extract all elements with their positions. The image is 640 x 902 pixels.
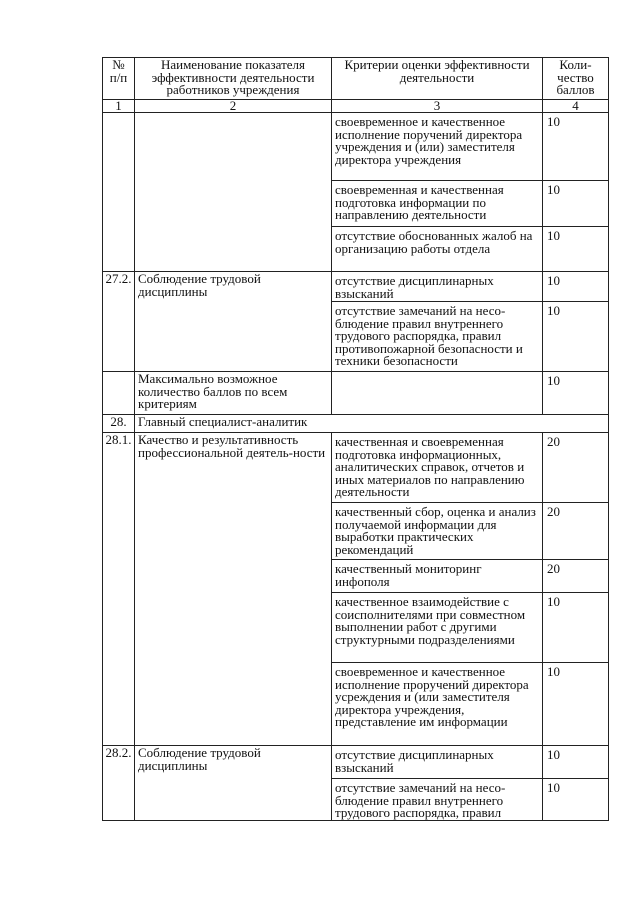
column-number: 2 [135,100,332,113]
criterion-cell: своевременное и качественное исполнение проручений директора усреждения и (или заместителя директора учреждения, представление им информации [332,663,543,746]
criterion-cell: качественный сбор, оценка и анализ получаемой информации для выработки практических рекомендаций [332,503,543,560]
header-criteria: Критерии оценки эффективности деятельности [332,58,543,100]
row-number-cell: 28.1. [103,433,135,746]
points-cell: 10 [543,181,609,227]
points-cell: 10 [543,272,609,302]
criterion-cell: отсутствие замечаний на несо-блюдение правил внутреннего трудового распорядка, правил [332,779,543,821]
criterion-cell [332,372,543,415]
points-cell: 10 [543,593,609,663]
section-title: Главный специалист-аналитик [135,415,609,433]
table-row [103,372,609,415]
points-cell: 10 [543,746,609,779]
document-page [102,57,608,821]
points-cell: 20 [543,560,609,593]
points-cell: 10 [543,372,609,415]
indicator-cell: Соблюдение трудовой дисциплины [135,746,332,821]
points-cell: 10 [543,663,609,746]
criterion-cell: отсутствие дисциплинарных взысканий [332,746,543,779]
efficiency-criteria-table [102,57,609,821]
criterion-cell: отсутствие дисциплинарных взысканий [332,272,543,302]
row-number-cell: 28.2. [103,746,135,821]
row-number-cell: 28. [103,415,135,433]
column-numbers-row [103,100,609,113]
table-row [103,113,609,181]
criterion-cell: своевременное и качественное исполнение поручений директора учреждения и (или) заместителя директора учреждения [332,113,543,181]
criterion-cell: качественный мониторинг инфополя [332,560,543,593]
header-points: Коли-чество баллов [543,58,609,100]
column-number: 4 [543,100,609,113]
table-row [103,746,609,779]
points-cell: 20 [543,503,609,560]
table-row [103,272,609,302]
criterion-cell: отсутствие обоснованных жалоб на организацию работы отдела [332,227,543,272]
column-number: 1 [103,100,135,113]
row-number-cell [103,113,135,272]
indicator-cell: Качество и результативность профессиональной деятель-ности [135,433,332,746]
header-number: № п/п [103,58,135,100]
column-number: 3 [332,100,543,113]
row-number-cell: 27.2. [103,272,135,372]
criterion-cell: своевременная и качественная подготовка информации по направлению деятельности [332,181,543,227]
header-indicator-name: Наименование показателя эффективности деятельности работников учреждения [135,58,332,100]
indicator-cell [135,113,332,272]
points-cell: 20 [543,433,609,503]
header-row [103,58,609,100]
criterion-cell: качественное взаимодействие с соисполнителями при совместном выполнении работ с другими структурными подразделениями [332,593,543,663]
points-cell: 10 [543,302,609,372]
indicator-cell: Соблюдение трудовой дисциплины [135,272,332,372]
points-cell: 10 [543,779,609,821]
table-row [103,433,609,503]
section-row [103,415,609,433]
criterion-cell: качественная и своевременная подготовка информационных, аналитических справок, отчетов и иных материалов по направлению деятельности [332,433,543,503]
criterion-cell: отсутствие замечаний на несо-блюдение правил внутреннего трудового распорядка, правил противопожарной безопасности и техники безопасности [332,302,543,372]
points-cell: 10 [543,227,609,272]
points-cell: 10 [543,113,609,181]
row-number-cell [103,372,135,415]
indicator-cell: Максимально возможное количество баллов по всем критериям [135,372,332,415]
